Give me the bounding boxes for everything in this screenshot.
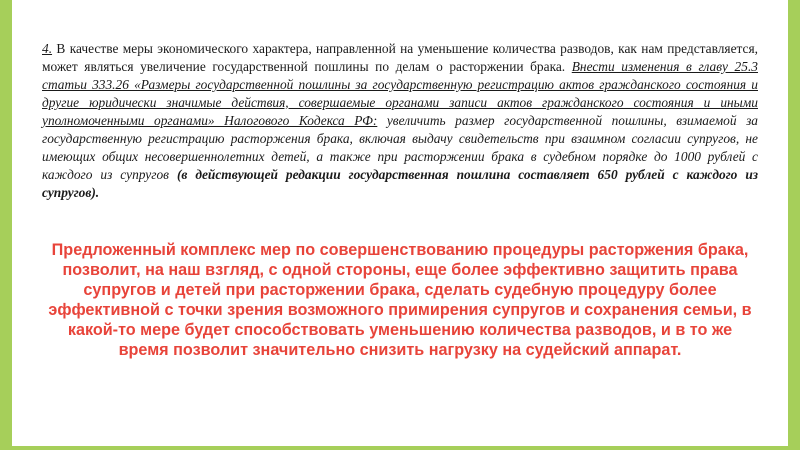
- item-number: 4.: [42, 41, 53, 56]
- slide-content: [42, 40, 758, 360]
- amendment-reference: Внести изменения в главу 25.3 статьи 333.26 «Размеры государственной пошлины за государственную регистрацию актов гражданского состояния и другие юридически значимые действия, совершаемые органами записи актов гражданского состояния и иными уполномоченными органами» Налогового Кодекса РФ:: [42, 59, 758, 128]
- proposal-paragraph: [42, 40, 758, 202]
- bottom-accent-bar: [0, 446, 800, 450]
- proposal-text: увеличить размер государственной пошлины, взимаемой за государственную регистрацию расторжения брака, включая выдачу свидетельств при взаимном согласии супругов, не имеющих общих несовершеннолетних детей, а также при расторжении брака в судебном порядке до 1000 рублей с каждого из супругов: [42, 113, 758, 182]
- left-accent-bar: [0, 0, 12, 450]
- current-fee-note: (в действующей редакции государственная пошлина составляет 650 рублей с каждого из супругов).: [42, 167, 759, 200]
- intro-text: В качестве меры экономического характера, направленной на уменьшение количества разводов, как нам представляется, может являться увеличение государственной пошлины по делам о расторжении брака.: [42, 41, 758, 74]
- conclusion-paragraph: Предложенный комплекс мер по совершенствованию процедуры расторжения брака, позволит, на наш взгляд, с одной стороны, еще более эффективно защитить права супругов и детей при расторжении брака, сделать судебную процедуру более эффективной с точки зрения возможного примирения супругов и сохранения семьи, в какой-то мере будет способствовать уменьшению количества разводов, и в то же время позволит значительно снизить нагрузку на судейский аппарат.: [48, 241, 752, 359]
- right-accent-bar: [788, 0, 800, 450]
